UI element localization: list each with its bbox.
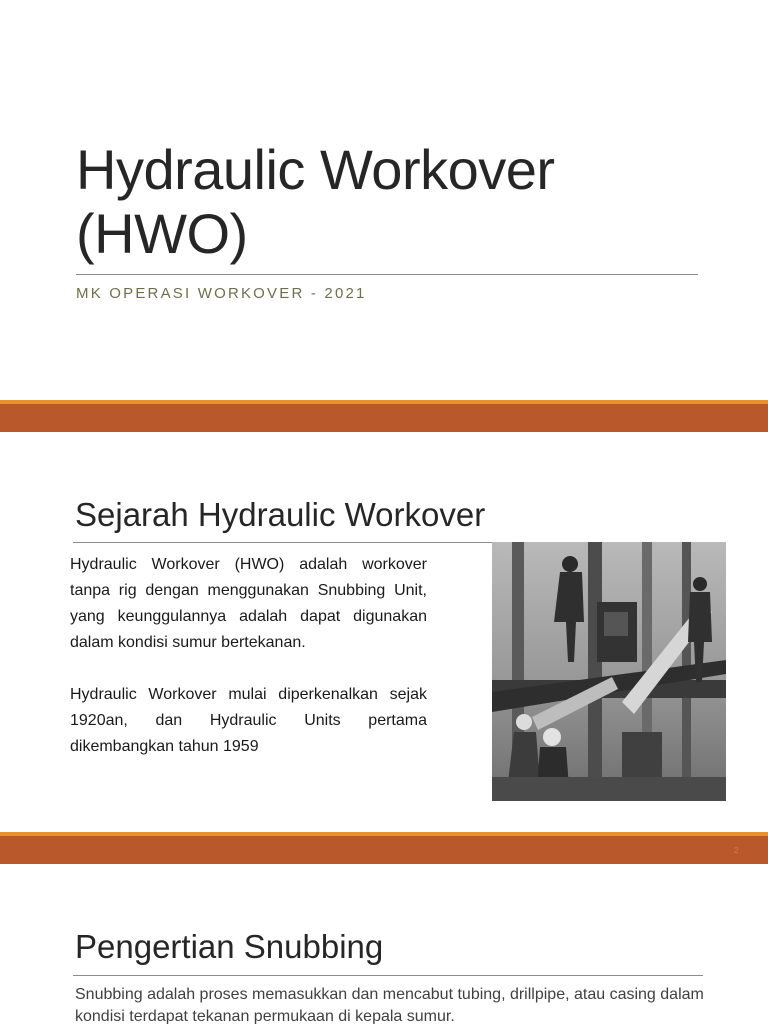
slide-body — [70, 552, 427, 786]
slide-separator — [0, 836, 768, 864]
history-slide — [0, 432, 768, 832]
title-divider — [73, 542, 493, 543]
page-number: 2 — [734, 846, 739, 855]
presentation-title: Hydraulic Workover (HWO) — [76, 138, 555, 265]
slide-body: Snubbing adalah proses memasukkan dan mencabut tubing, drillpipe, atau casing dalam kondisi terdapat tekanan permukaan di kepala sumur. — [75, 986, 704, 1024]
presentation-subtitle: MK OPERASI WORKOVER - 2021 — [76, 285, 367, 302]
slide-title: Pengertian Snubbing — [75, 928, 384, 965]
slide-title: Sejarah Hydraulic Workover — [75, 496, 486, 533]
title-divider — [73, 975, 703, 976]
title-divider — [76, 274, 698, 275]
body-paragraph: Hydraulic Workover (HWO) adalah workover tanpa rig dengan menggunakan Snubbing Unit, yang keunggulannya adalah dapat digunakan dalam kondisi sumur bertekanan. — [70, 556, 427, 651]
workers-on-rig-photo — [492, 542, 726, 801]
definition-slide — [0, 864, 768, 1024]
body-paragraph: Hydraulic Workover mulai diperkenalkan sejak 1920an, dan Hydraulic Units pertama dikembangkan tahun 1959 — [70, 686, 427, 755]
title-slide — [0, 0, 768, 400]
slide-separator — [0, 404, 768, 432]
